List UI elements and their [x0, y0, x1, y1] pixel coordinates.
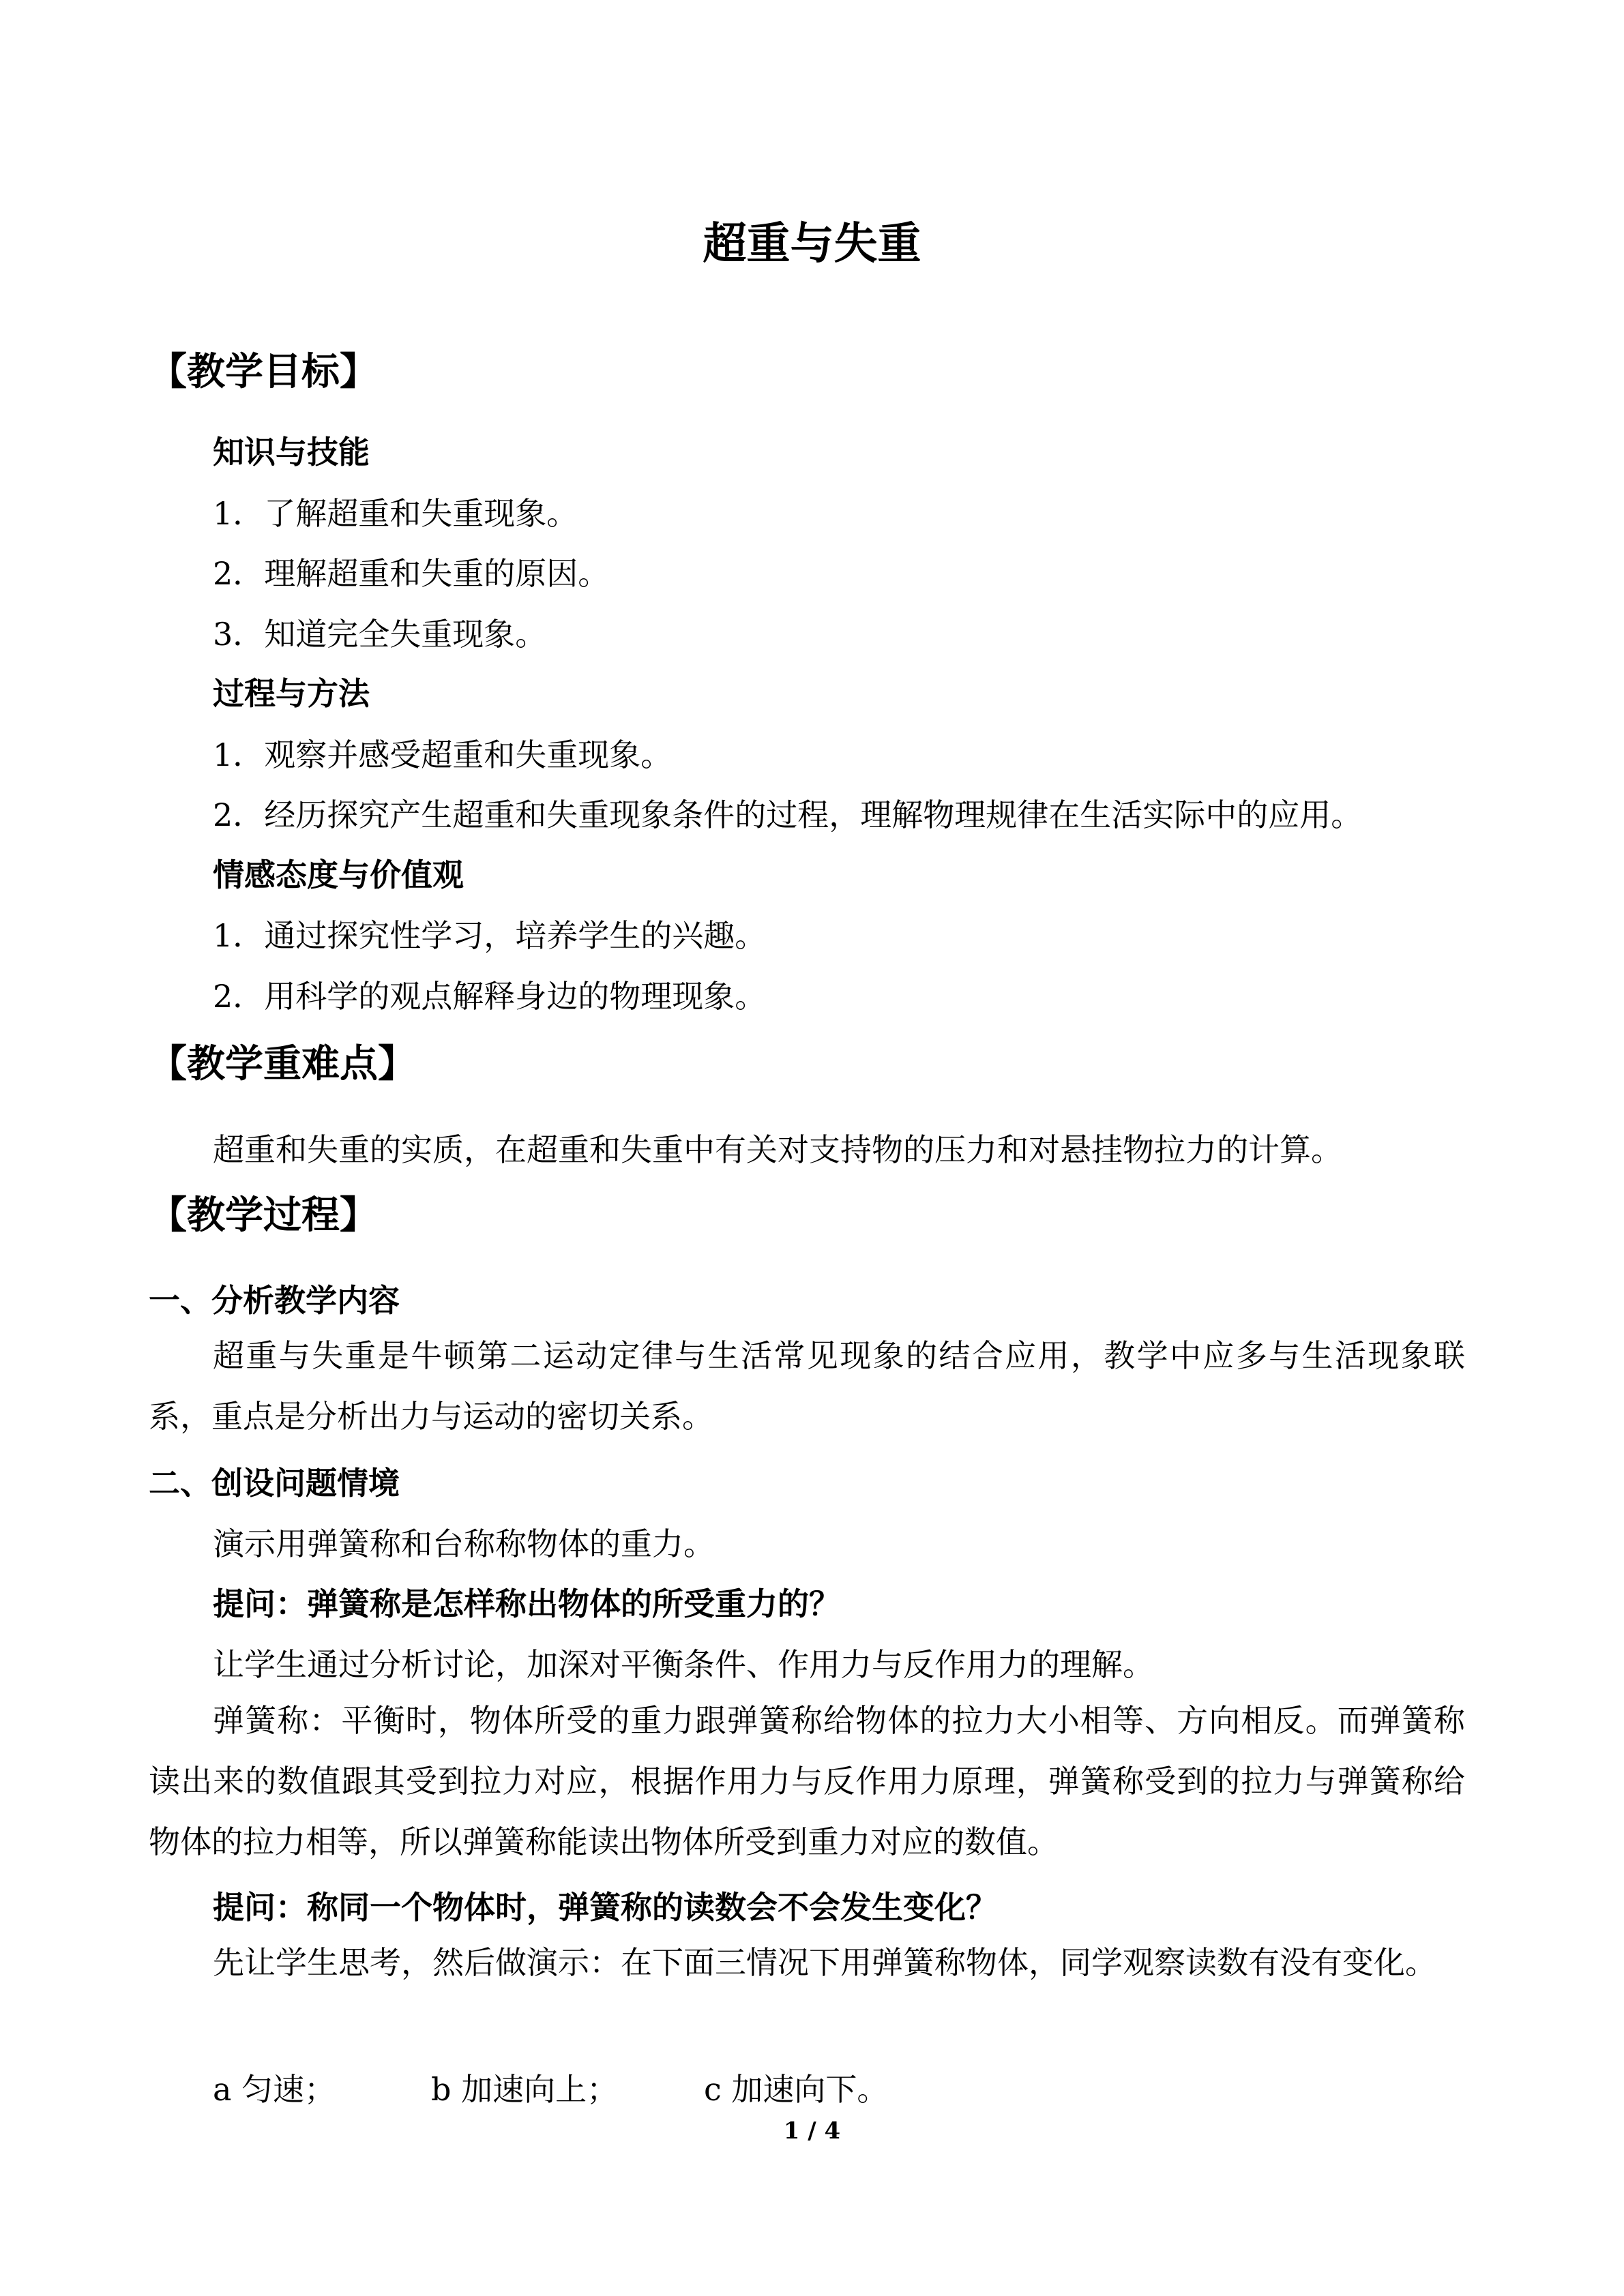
process-part1-text: 超重与失重是牛顿第二运动定律与生活常见现象的结合应用，教学中应多与生活现象联系，重点是分析出力与运动的密切关系。	[149, 1337, 1465, 1435]
process-part1-heading: 一、分析教学内容	[149, 1282, 400, 1319]
list-item: 1．观察并感受超重和失重现象。	[213, 736, 673, 773]
explanation-text: 弹簧称：平衡时，物体所受的重力跟弹簧称给物体的拉力大小相等、方向相反。而弹簧称读出来的数值跟其受到拉力对应，根据作用力与反作用力原理，弹簧称受到的拉力与弹簧称给物体的拉力相等，所以弹簧称能读出物体所受到重力对应的数值。	[149, 1702, 1465, 1860]
list-item: 2．经历探究产生超重和失重现象条件的过程，理解物理规律在生活实际中的应用。	[213, 796, 1363, 833]
question-1: 提问：弹簧称是怎样称出物体的所受重力的？	[213, 1585, 840, 1622]
case-a: a 匀速；	[213, 2071, 336, 2108]
case-b: b 加速向上；	[431, 2071, 619, 2108]
question-2: 提问：称同一个物体时，弹簧称的读数会不会发生变化？	[213, 1889, 997, 1926]
list-item: 2．理解超重和失重的原因。	[213, 555, 610, 592]
list-item: 1．通过探究性学习，培养学生的兴趣。	[213, 917, 767, 954]
subheading-values: 情感态度与价值观	[213, 856, 464, 893]
section-heading-goals: 【教学目标】	[149, 349, 378, 394]
list-item: 2．用科学的观点解释身边的物理现象。	[213, 978, 767, 1015]
demo2-text: 先让学生思考，然后做演示：在下面三情况下用弹簧称物体，同学观察读数有没有变化。	[213, 1944, 1436, 1981]
page-number: 1 / 4	[783, 2117, 841, 2145]
list-item: 3．知道完全失重现象。	[213, 616, 547, 653]
process-part2-heading: 二、创设问题情境	[149, 1465, 400, 1502]
discussion-text: 让学生通过分析讨论，加深对平衡条件、作用力与反作用力的理解。	[213, 1646, 1154, 1683]
demo-text: 演示用弹簧称和台称称物体的重力。	[213, 1525, 715, 1562]
case-c: c 加速向下。	[704, 2071, 889, 2108]
section-heading-process: 【教学过程】	[149, 1193, 378, 1238]
section-heading-key-points: 【教学重难点】	[149, 1041, 416, 1086]
subheading-process-method: 过程与方法	[213, 675, 370, 712]
list-item: 1．了解超重和失重现象。	[213, 495, 578, 532]
key-points-text: 超重和失重的实质，在超重和失重中有关对支持物的压力和对悬挂物拉力的计算。	[213, 1131, 1342, 1168]
subheading-knowledge: 知识与技能	[213, 434, 370, 471]
demo-cases	[213, 2066, 888, 2113]
page-title: 超重与失重	[703, 218, 921, 269]
